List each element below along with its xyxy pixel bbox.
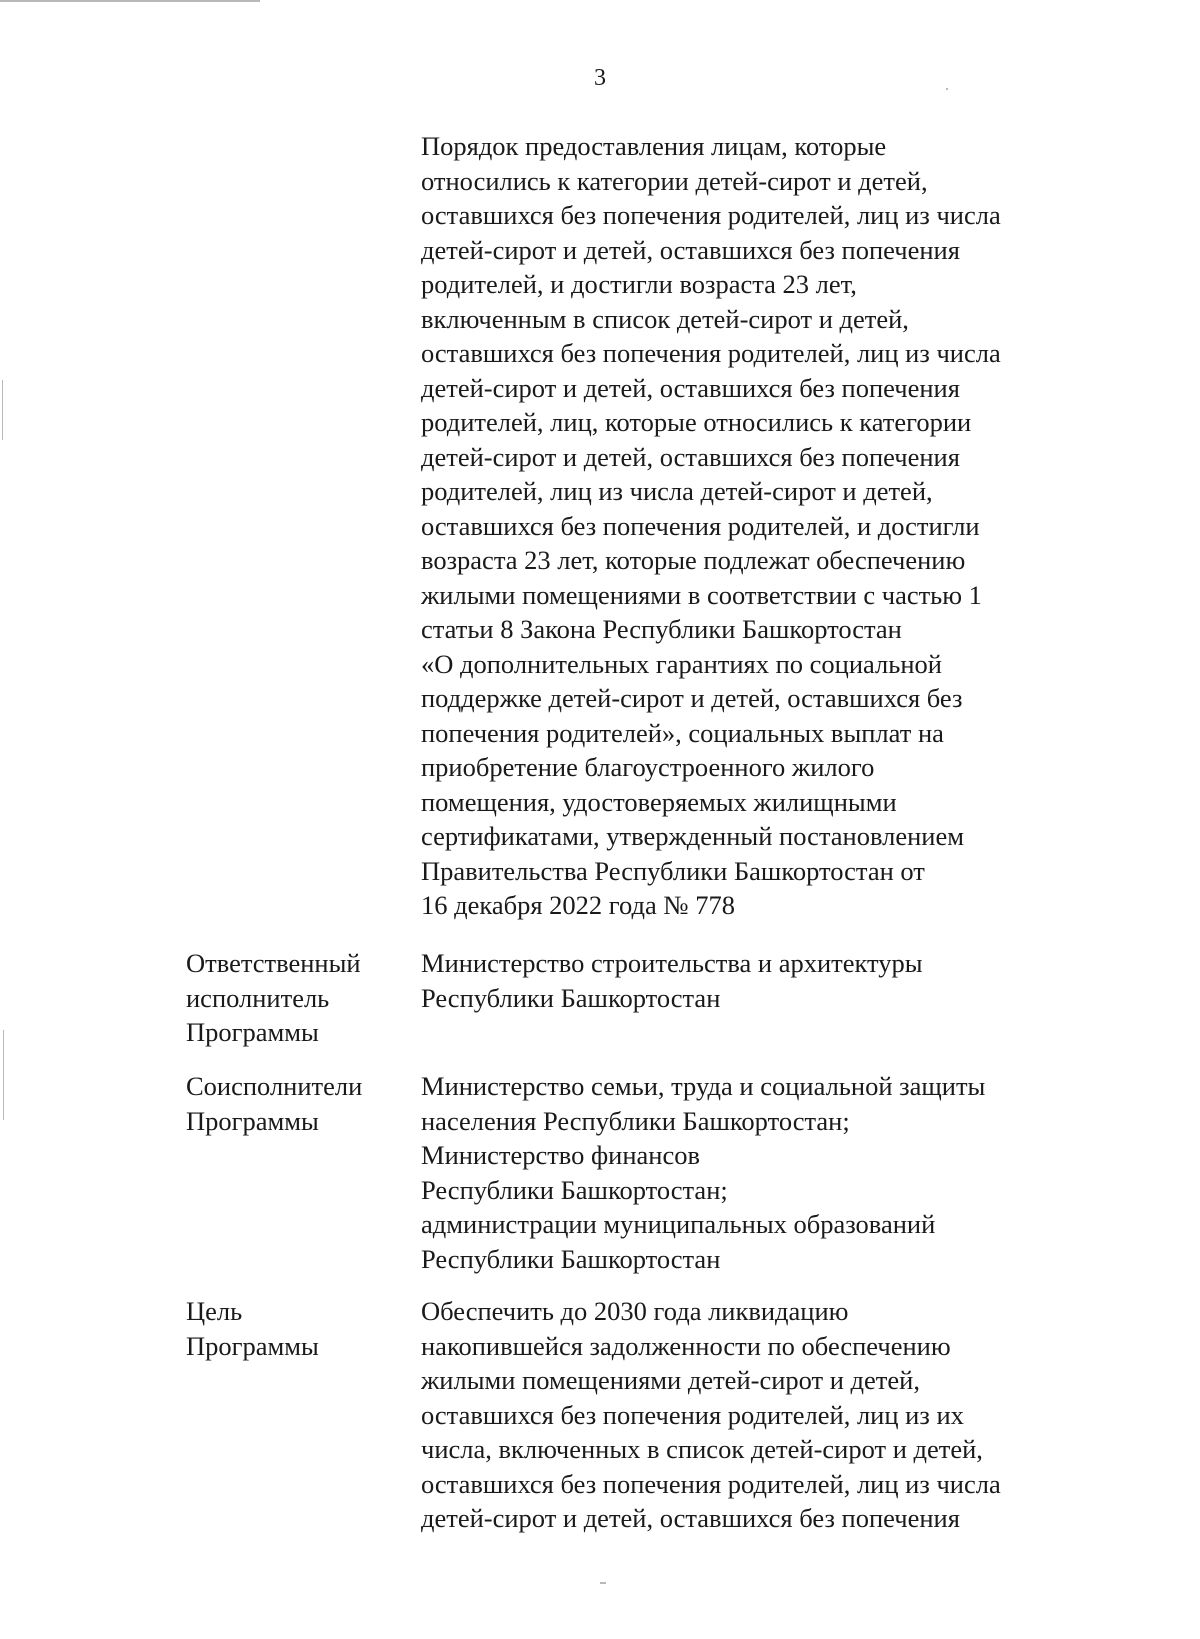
row-label [186, 1069, 401, 1138]
text-line: родителей, и достигли возраста 23 лет, [421, 269, 857, 299]
row-label [186, 946, 401, 1050]
label-line: Цель [186, 1296, 243, 1326]
text-line: населения Республики Башкортостан; [421, 1105, 850, 1136]
text-line: оставшихся без попечения родителей, лиц из числа [421, 200, 1001, 230]
text-line: оставшихся без попечения родителей, и достигли [421, 510, 980, 541]
text-line: детей-сирот и детей, оставшихся без попечения [421, 234, 960, 265]
text-line: родителей, лиц из числа детей-сирот и детей, [421, 476, 933, 506]
scan-edge-mark [3, 1030, 4, 1120]
intro-text [421, 129, 1121, 923]
text-line: Порядок предоставления лицам, которые [421, 131, 887, 161]
text-line: 16 декабря 2022 года № 778 [421, 890, 736, 920]
text-line: Министерство строительства и архитектуры [421, 948, 923, 978]
label-line: Программы [186, 1105, 319, 1136]
label-line: Программы [186, 1017, 319, 1047]
text-line: Министерство финансов [421, 1140, 701, 1170]
text-line: включенным в список детей-сирот и детей, [421, 303, 909, 334]
text-line: жилыми помещениями в соответствии с частью 1 [421, 579, 982, 610]
text-line: оставшихся без попечения родителей, лиц из их [421, 1399, 964, 1430]
text-line: поддержке детей-сирот и детей, оставшихся без [421, 683, 963, 713]
label-line: Программы [186, 1330, 319, 1361]
text-line: Республики Башкортостан; [421, 1174, 728, 1205]
text-line: детей-сирот и детей, оставшихся без попечения [421, 372, 960, 403]
text-line: детей-сирот и детей, оставшихся без попечения [421, 441, 960, 472]
text-line: жилыми помещениями детей-сирот и детей, [421, 1365, 920, 1395]
row-value [421, 1294, 1121, 1536]
text-line: родителей, лиц, которые относились к категории [421, 407, 972, 437]
text-line: оставшихся без попечения родителей, лиц из числа [421, 1468, 1001, 1499]
page-number: 3 [594, 65, 606, 91]
row-label [186, 1294, 401, 1363]
text-line: возраста 23 лет, которые подлежат обеспечению [421, 545, 966, 575]
text-line: оставшихся без попечения родителей, лиц из числа [421, 338, 1001, 368]
label-line: исполнитель [186, 982, 330, 1013]
text-line: администрации муниципальных образований [421, 1209, 936, 1239]
row-value [421, 1069, 1121, 1276]
text-line: «О дополнительных гарантиях по социальной [421, 648, 942, 679]
text-line: статьи 8 Закона Республики Башкортостан [421, 614, 902, 644]
scan-edge-mark [2, 380, 3, 440]
text-line: накопившейся задолженности по обеспечению [421, 1330, 951, 1361]
scan-dot [946, 88, 948, 90]
text-line: помещения, удостоверяемых жилищными [421, 786, 897, 817]
scan-dot [600, 1582, 606, 1584]
label-line: Соисполнители [186, 1071, 363, 1101]
text-line: приобретение благоустроенного жилого [421, 752, 875, 782]
text-line: Республики Башкортостан [421, 1243, 721, 1274]
text-line: Правительства Республики Башкортостан от [421, 855, 925, 886]
text-line: Министерство семьи, труда и социальной защиты [421, 1071, 986, 1101]
text-line: детей-сирот и детей, оставшихся без попечения [421, 1503, 960, 1533]
text-line: числа, включенных в список детей-сирот и детей, [421, 1434, 983, 1464]
text-line: Обеспечить до 2030 года ликвидацию [421, 1296, 849, 1326]
text-line: попечения родителей», социальных выплат на [421, 717, 944, 748]
text-line: Республики Башкортостан [421, 982, 721, 1013]
scan-edge-line [0, 0, 260, 2]
row-value [421, 946, 1121, 1015]
text-line: относились к категории детей-сирот и детей, [421, 165, 928, 196]
text-line: сертификатами, утвержденный постановлением [421, 821, 965, 851]
label-line: Ответственный [186, 948, 361, 978]
